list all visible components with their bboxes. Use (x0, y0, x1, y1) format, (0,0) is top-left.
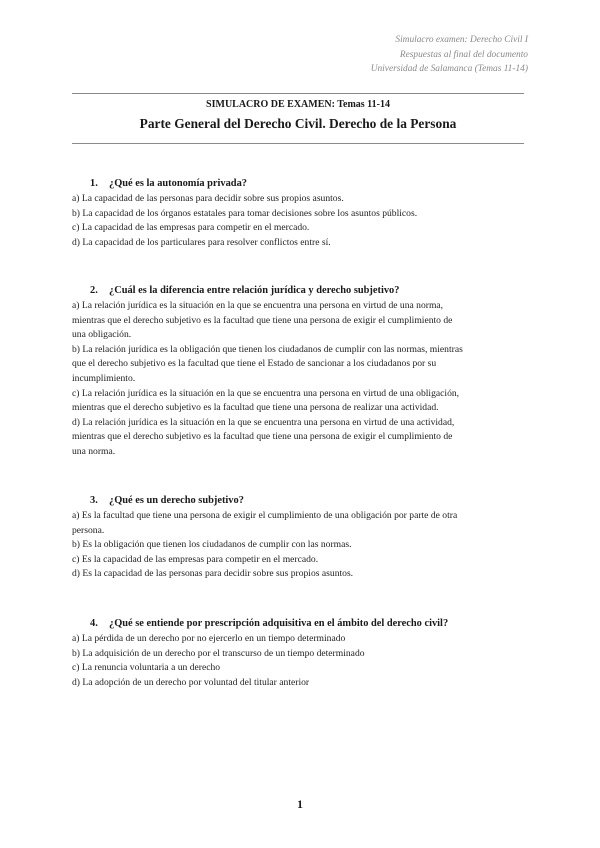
option-d: d) La adopción de un derecho por voluntad del titular anterior (72, 676, 310, 688)
question-number: 2. (90, 285, 98, 296)
exam-subtitle: SIMULACRO DE EXAMEN: Temas 11-14 (206, 99, 390, 110)
option-c: c) Es la capacidad de las empresas para competir en el mercado. (72, 553, 319, 565)
option-b: b) La adquisición de un derecho por el transcurso de un tiempo determinado (72, 647, 365, 659)
question-number: 1. (90, 178, 98, 189)
question-4 (72, 618, 532, 690)
exam-title: Parte General del Derecho Civil. Derecho de la Persona (139, 116, 457, 131)
question-text: ¿Qué es la autonomía privada? (109, 178, 247, 189)
option-a: a) La pérdida de un derecho por no ejercerlo en un tiempo determinado (72, 633, 346, 644)
question-text: ¿Qué es un derecho subjetivo? (109, 495, 244, 506)
option-b: b) La capacidad de los órganos estatales para tomar decisiones sobre los asuntos públicos. (72, 207, 418, 219)
option-c: c) La capacidad de las empresas para competir en el mercado. (72, 222, 310, 234)
option-a: a) La relación jurídica es la situación en la que se encuentra una persona en virtud de una norma, mientras que el derecho subjetivo es la facultad que tiene una persona de exigir el cumplimiento de una obligación. (72, 300, 453, 341)
option-b: b) Es la obligación que tienen los ciudadanos de cumplir con las normas. (72, 539, 352, 551)
question-title (72, 618, 532, 629)
option-d: d) La capacidad de los particulares para resolver conflictos entre sí. (72, 236, 331, 248)
page-number: 1 (297, 797, 303, 811)
meta-line-exam: Simulacro examen: Derecho Civil I (395, 35, 528, 45)
document-meta (371, 33, 528, 77)
question-title (72, 285, 532, 296)
meta-line-university: Universidad de Salamanca (Temas 11-14) (370, 64, 528, 75)
question-title (72, 495, 532, 506)
option-c: c) La renuncia voluntaria a un derecho (72, 662, 221, 674)
question-2 (72, 285, 532, 460)
option-a: a) Es la facultad que tiene una persona de exigir el cumplimiento de una obligación por parte de otra persona. (72, 510, 458, 536)
meta-line-answers: Respuestas al final del documento (399, 49, 528, 60)
question-number: 4. (90, 618, 98, 629)
header-top-divider (72, 93, 524, 94)
option-d: d) La relación jurídica es la situación en la que se encuentra una persona en virtud de una actividad, mientras que el derecho subjetivo es la facultad que tiene una persona de exigir el cumplimiento de una norma. (72, 416, 455, 457)
question-number: 3. (90, 495, 98, 506)
question-1 (72, 178, 532, 250)
question-3 (72, 495, 532, 582)
option-a: a) La capacidad de las personas para decidir sobre sus propios asuntos. (72, 193, 344, 204)
question-title (72, 178, 532, 189)
question-text: ¿Qué se entiende por prescripción adquisitiva en el ámbito del derecho civil? (109, 618, 449, 629)
option-c: c) La relación jurídica es la situación en la que se encuentra una persona en virtud de una obligación, mientras que el derecho subjetivo es la facultad que tiene una persona de realizar una actividad. (72, 387, 460, 414)
header-bottom-divider (72, 143, 524, 144)
option-b: b) La relación jurídica es la obligación que tienen los ciudadanos de cumplir con las normas, mientras que el derecho subjetivo es la facultad que tiene el Estado de sancionar a los ciudadanos por su incumplimiento. (72, 343, 463, 384)
question-text: ¿Cuál es la diferencia entre relación jurídica y derecho subjetivo? (109, 285, 400, 296)
option-d: d) Es la capacidad de las personas para decidir sobre sus propios asuntos. (72, 568, 354, 580)
